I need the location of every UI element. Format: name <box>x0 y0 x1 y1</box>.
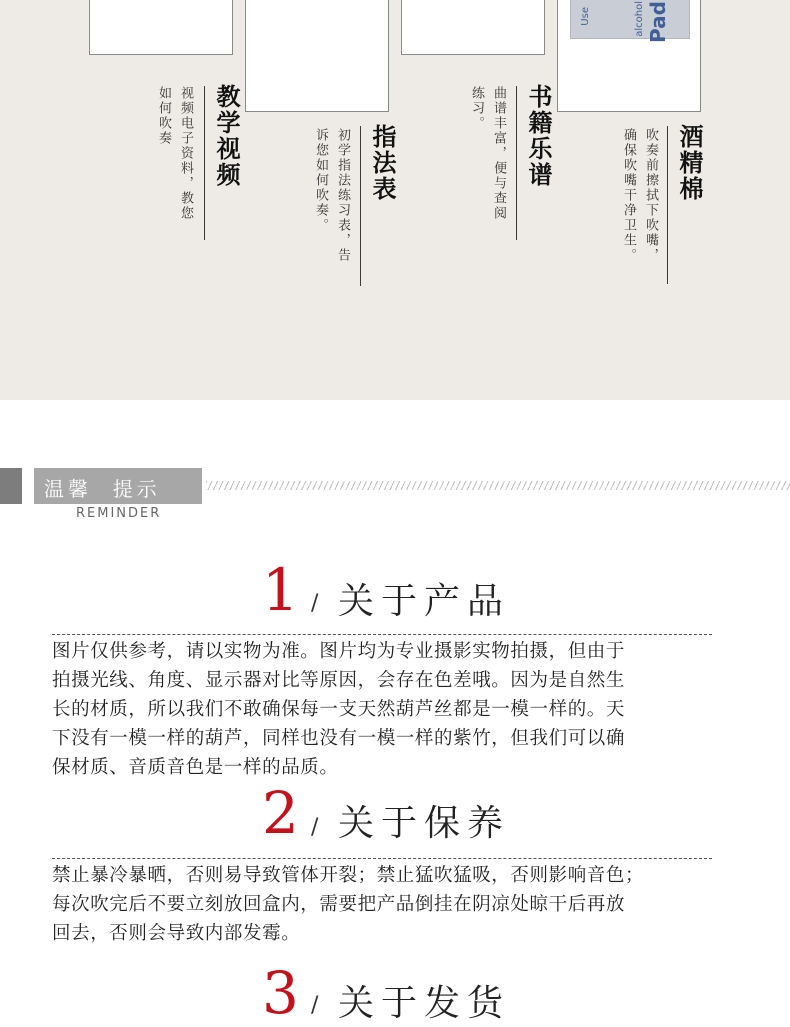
section-1-line: 长的材质，所以我们不敢确保每一支天然葫芦丝都是一模一样的。天 <box>52 699 626 720</box>
section-1-line: 拍摄光线、角度、显示器对比等原因，会存在色差哦。因为是自然生 <box>52 670 626 691</box>
fingering-desc-line1: 初学指法练习表，告 <box>335 128 350 263</box>
fingering-description <box>309 128 353 263</box>
sheet-music-description <box>465 86 509 221</box>
pad-label-main: Pad <box>646 1 670 43</box>
sheet-music-photo <box>401 0 545 55</box>
section-3-number: 3 <box>262 959 299 1027</box>
section-1-line: 保材质、音质音色是一样的品质。 <box>52 757 339 778</box>
reminder-accent-bar <box>0 468 22 504</box>
section-1-line: 下没有一模一样的葫芦，同样也没有一模一样的紫竹，但我们可以确 <box>52 728 626 749</box>
alcohol-pad-description <box>617 128 661 263</box>
section-3-slash: / <box>311 993 319 1018</box>
sheet-music-title: 书籍乐谱 <box>524 84 552 188</box>
alcohol-pad-title: 酒精棉 <box>675 124 703 202</box>
pad-desc-line1: 吹奏前擦拭下吹嘴， <box>643 128 658 263</box>
section-1-title: 关于产品 <box>338 581 511 622</box>
fingering-chart-photo <box>245 0 389 112</box>
section-2-slash: / <box>311 815 319 840</box>
alcohol-pad-divider <box>667 126 668 284</box>
pad-label-sub: alcohol <box>634 1 645 37</box>
section-1-slash: / <box>311 591 319 616</box>
section-3-title: 关于发货 <box>338 983 511 1024</box>
reminder-title: 温馨 提示 <box>44 477 161 501</box>
reminder-hatch-line <box>206 481 790 490</box>
video-photo <box>89 0 233 55</box>
video-desc-line2: 如何吹奏 <box>156 86 171 146</box>
alcohol-pad-photo <box>557 0 701 112</box>
section-2-number: 2 <box>262 779 299 847</box>
section-2-title: 关于保养 <box>338 803 511 844</box>
section-1-divider <box>52 634 712 635</box>
section-1-body <box>52 637 742 782</box>
sheet-desc-line2: 练习。 <box>469 86 484 131</box>
video-title: 教学视频 <box>212 84 240 188</box>
section-2-body <box>52 861 742 948</box>
section-2-line: 每次吹完后不要立刻放回盒内，需要把产品倒挂在阴凉处晾干后再放 <box>52 894 626 915</box>
section-1-number: 1 <box>262 556 299 624</box>
pad-desc-line2: 确保吹嘴干净卫生。 <box>621 128 636 263</box>
video-divider <box>204 86 205 240</box>
sheet-desc-line1: 曲谱丰富，便与查阅 <box>491 86 506 221</box>
section-2-line: 禁止暴冷暴晒，否则易导致管体开裂；禁止猛吹猛吸，否则影响音色； <box>52 865 645 886</box>
video-description <box>152 86 196 221</box>
accessories-panel <box>0 0 790 400</box>
fingering-desc-line2: 诉您如何吹奏。 <box>313 128 328 233</box>
section-2-divider <box>52 858 712 859</box>
section-1-line: 图片仅供参考，请以实物为准。图片均为专业摄影实物拍摄，但由于 <box>52 641 626 662</box>
reminder-subtitle: REMINDER <box>76 506 162 521</box>
fingering-divider <box>360 126 361 286</box>
video-desc-line1: 视频电子资料，教您 <box>178 86 193 221</box>
pad-label-use: Use <box>580 7 591 26</box>
fingering-title: 指法表 <box>368 124 396 202</box>
section-2-line: 回去，否则会导致内部发霉。 <box>52 923 301 944</box>
sheet-music-divider <box>516 86 517 240</box>
